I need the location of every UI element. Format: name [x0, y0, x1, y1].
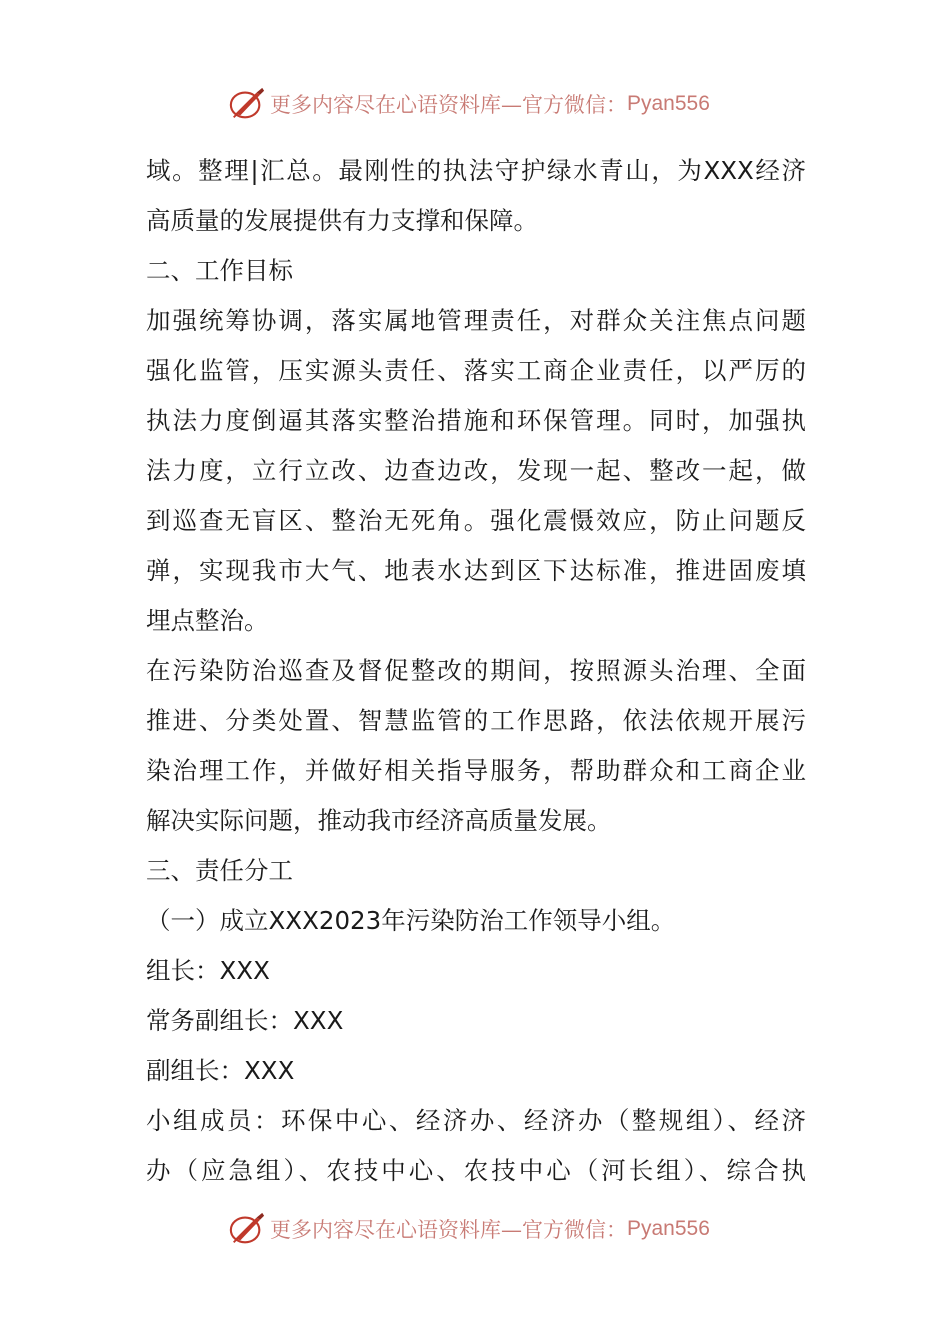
text-line: 埋点整治。 — [146, 606, 269, 635]
section-heading: 二、工作目标 — [146, 256, 293, 285]
text-line: 强化监管，压实源头责任、落实工商企业责任，以严厉的 — [146, 356, 806, 385]
pen-logo-icon — [228, 85, 266, 123]
watermark-wechat-id: Pyan556 — [627, 1217, 710, 1240]
text-line: 组长：XXX — [146, 956, 270, 985]
text-line: 副组长：XXX — [146, 1056, 295, 1085]
text-line: 小组成员：环保中心、经济办、经济办（整规组）、经济 — [146, 1106, 806, 1135]
text-line: 在污染防治巡查及督促整改的期间，按照源头治理、全面 — [146, 656, 806, 685]
text-line: 常务副组长：XXX — [146, 1006, 344, 1035]
text-line: 办（应急组）、农技中心、农技中心（河长组）、综合执 — [146, 1156, 806, 1185]
subsection-heading: （一）成立XXX2023年污染防治工作领导小组。 — [146, 906, 676, 935]
text-line: 推进、分类处置、智慧监管的工作思路，依法依规开展污 — [146, 706, 806, 735]
document-body — [146, 146, 806, 1196]
text-line: 法力度，立行立改、边查边改，发现一起、整改一起，做 — [146, 456, 806, 485]
watermark-wechat-id: Pyan556 — [627, 92, 710, 115]
watermark-header — [228, 84, 710, 124]
text-line: 弹，实现我市大气、地表水达到区下达标准，推进固废填 — [146, 556, 806, 585]
watermark-footer — [228, 1209, 710, 1249]
text-line: 域。整理|汇总。最刚性的执法守护绿水青山，为XXX经济 — [146, 156, 806, 185]
text-line: 解决实际问题，推动我市经济高质量发展。 — [146, 806, 612, 835]
text-line: 染治理工作，并做好相关指导服务，帮助群众和工商企业 — [146, 756, 806, 785]
watermark-text: 更多内容尽在心语资料库—官方微信： — [270, 1218, 627, 1242]
text-line: 加强统筹协调，落实属地管理责任，对群众关注焦点问题 — [146, 306, 806, 335]
text-line: 高质量的发展提供有力支撑和保障。 — [146, 206, 538, 235]
text-line: 到巡查无盲区、整治无死角。强化震慑效应，防止问题反 — [146, 506, 806, 535]
watermark-text: 更多内容尽在心语资料库—官方微信： — [270, 93, 627, 117]
text-line: 执法力度倒逼其落实整治措施和环保管理。同时，加强执 — [146, 406, 806, 435]
pen-logo-icon — [228, 1210, 266, 1248]
section-heading: 三、责任分工 — [146, 856, 293, 885]
